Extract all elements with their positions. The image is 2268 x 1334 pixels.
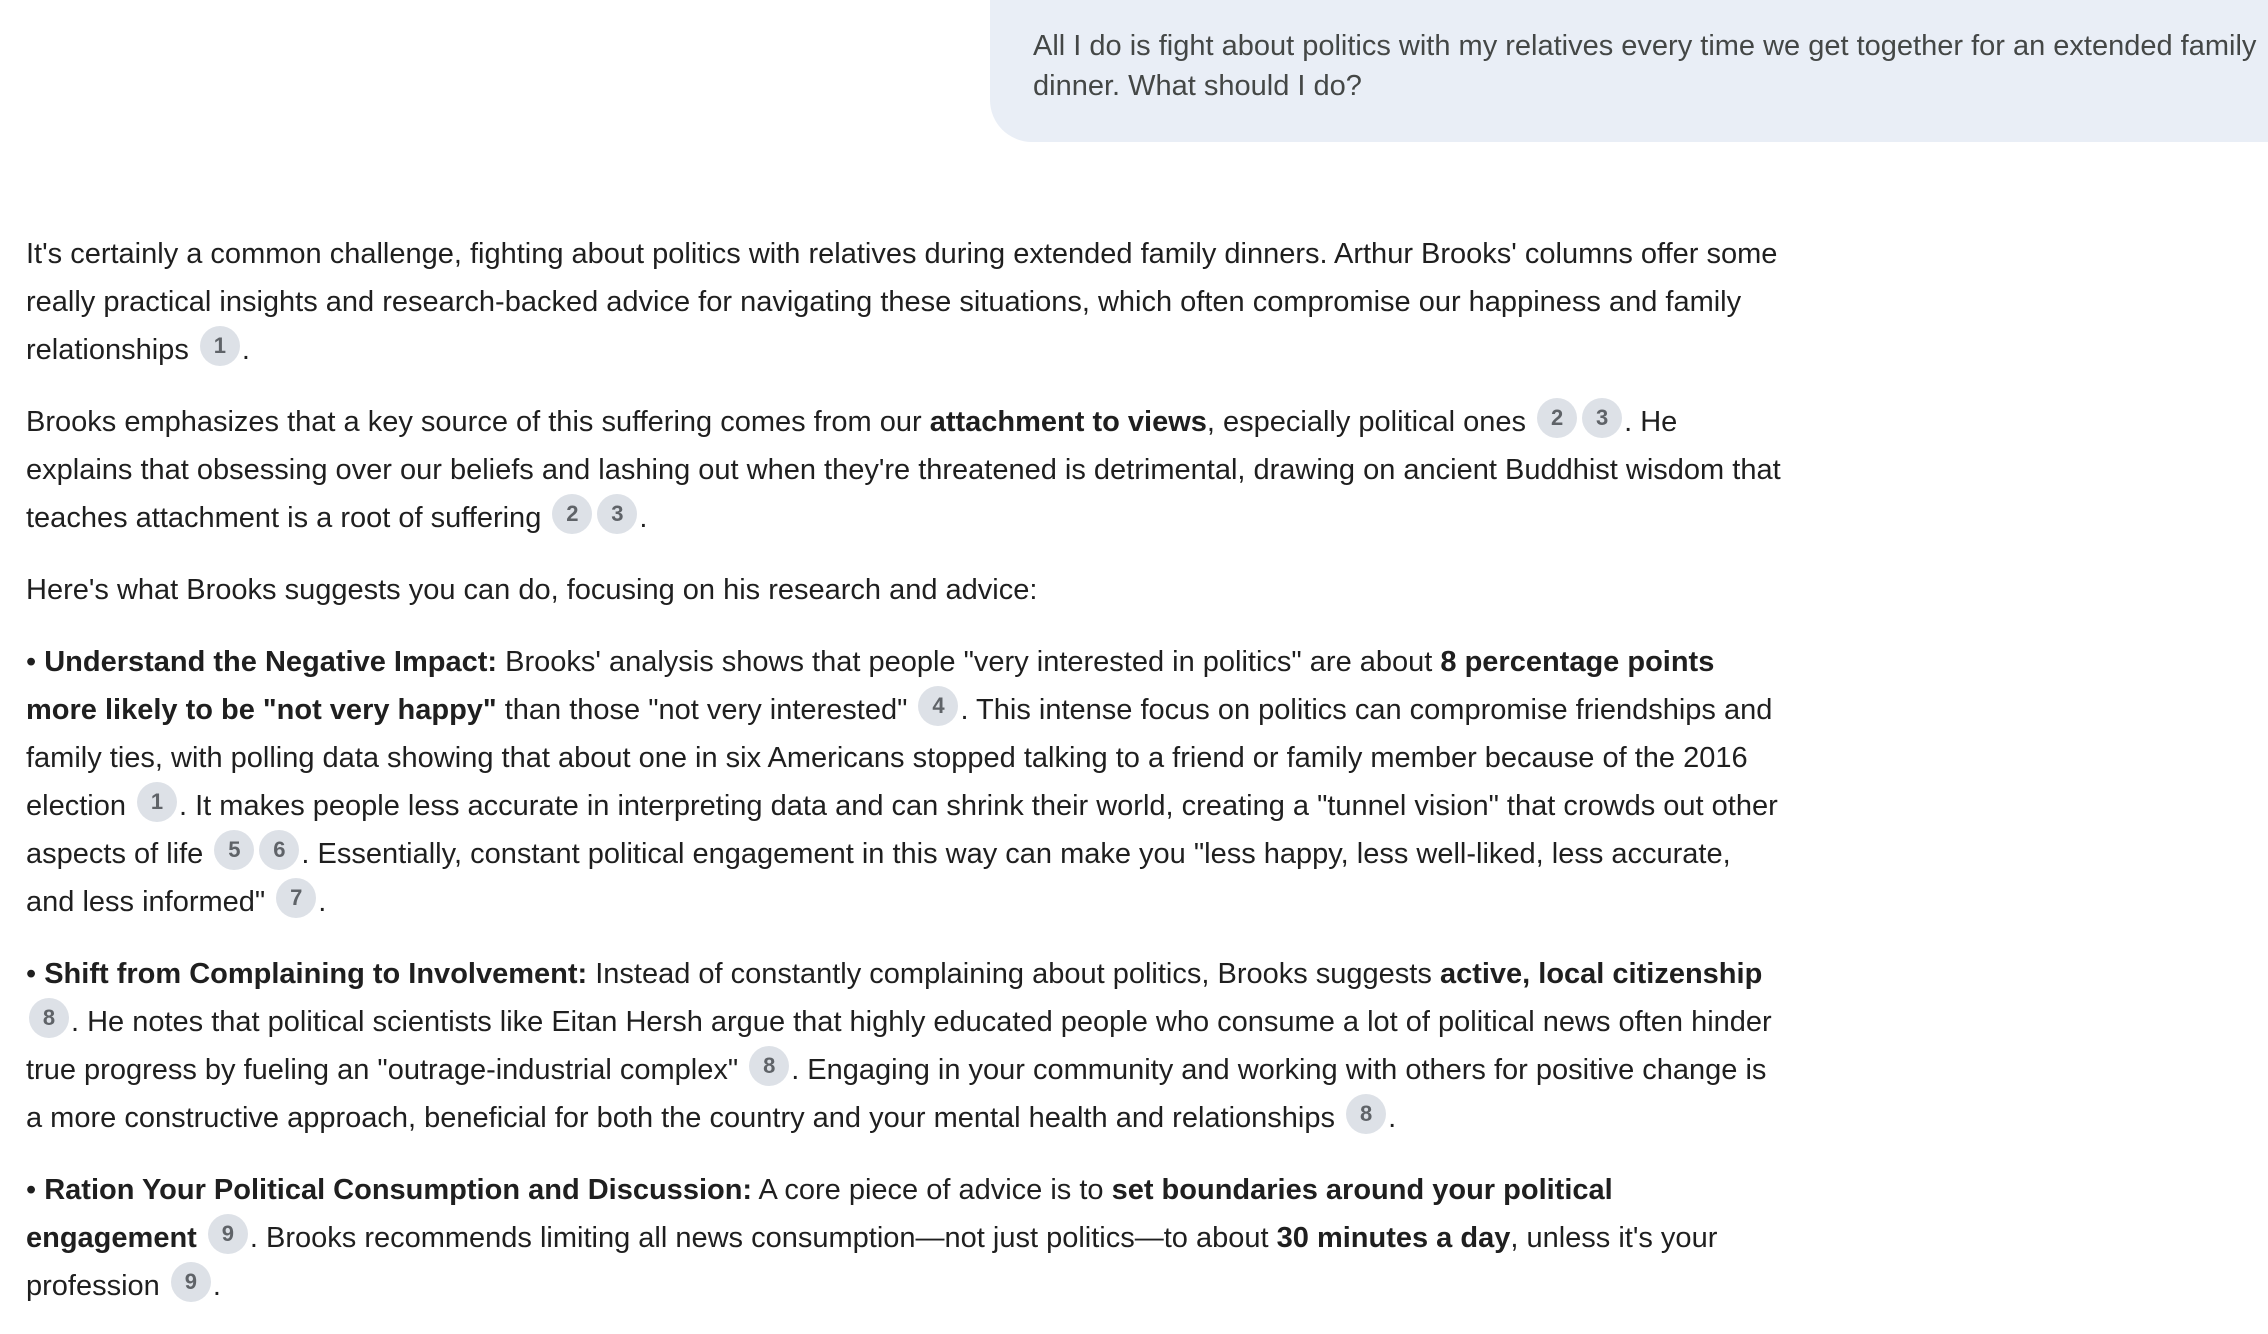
bold-text: 8 percentage points more likely to be "not very happy" (26, 646, 1715, 726)
response-paragraph (26, 230, 1786, 374)
text-span: , especially political ones (1206, 406, 1535, 438)
citation-chip[interactable]: 1 (200, 326, 240, 366)
bold-text: attachment to views (929, 406, 1207, 438)
bold-text: Understand the Negative Impact: (44, 646, 498, 678)
citation-chip[interactable]: 7 (276, 878, 316, 918)
response-paragraph (26, 638, 1786, 926)
response-paragraph (26, 950, 1786, 1142)
bold-text: active, local citizenship (1439, 958, 1763, 990)
text-span: . He notes that political scientists like Eitan Hersh argue that highly educated people who consume a lot of political news often hinder true progress by fueling an "outrage-industrial complex" (26, 1006, 1772, 1086)
bold-text: Ration Your Political Consumption and Discussion: (44, 1174, 753, 1206)
citation-chip[interactable]: 3 (1582, 398, 1622, 438)
text-span: It's certainly a common challenge, fighting about politics with relatives during extended family dinners. Arthur Brooks' columns offer some really practical insights and research-backed advice for navigating these situations, which often compromise our happiness and family relationships (26, 238, 1778, 366)
text-span: . (241, 334, 250, 366)
citation-chip[interactable]: 3 (597, 494, 637, 534)
citation-chip[interactable]: 4 (918, 686, 958, 726)
user-message-text: All I do is fight about politics with my relatives every time we get together for an extended family dinner. What should I do? (1033, 30, 2265, 102)
citation-chip[interactable]: 8 (1346, 1094, 1386, 1134)
response-paragraph (26, 1166, 1786, 1310)
bold-text: set boundaries around your political engagement (26, 1174, 1613, 1254)
citation-chip[interactable]: 8 (749, 1046, 789, 1086)
text-span: . (639, 502, 648, 534)
text-span: A core piece of advice is to (752, 1174, 1112, 1206)
citation-chip[interactable]: 1 (137, 782, 177, 822)
assistant-response (26, 230, 1786, 1334)
bold-text: 30 minutes a day (1276, 1222, 1511, 1254)
text-span: . It makes people less accurate in interpreting data and can shrink their world, creating a "tunnel vision" that crowds out other aspects of life (26, 790, 1778, 870)
text-span: , unless it's your profession (26, 1222, 1718, 1302)
text-span: Brooks emphasizes that a key source of this suffering comes from our (26, 406, 930, 438)
response-paragraph (26, 398, 1786, 542)
text-span: . (1388, 1102, 1397, 1134)
text-span: • (26, 1174, 45, 1206)
citation-chip[interactable]: 2 (1537, 398, 1577, 438)
citation-chip[interactable]: 2 (552, 494, 592, 534)
citation-chip[interactable]: 9 (208, 1214, 248, 1254)
user-message-bubble (990, 0, 2268, 142)
text-span: . Engaging in your community and working with others for positive change is a more constructive approach, beneficial for both the country and your mental health and relationships (26, 1054, 1767, 1134)
citation-chip[interactable]: 9 (171, 1262, 211, 1302)
text-span: Brooks' analysis shows that people "very interested in politics" are about (497, 646, 1441, 678)
citation-chip[interactable]: 5 (214, 830, 254, 870)
text-span: . Essentially, constant political engagement in this way can make you "less happy, less well-liked, less accurate, and less informed" (26, 838, 1731, 918)
text-span: Instead of constantly complaining about politics, Brooks suggests (587, 958, 1440, 990)
text-span: than those "not very interested" (496, 694, 916, 726)
text-span: • (26, 646, 45, 678)
text-span: . Brooks recommends limiting all news consumption—not just politics—to about (249, 1222, 1277, 1254)
text-span: . (212, 1270, 221, 1302)
text-span: . This intense focus on politics can compromise friendships and family ties, with polling data showing that about one in six Americans stopped talking to a friend or family member because of the 2016 election (26, 694, 1773, 822)
text-span: Here's what Brooks suggests you can do, focusing on his research and advice: (26, 574, 1038, 606)
bold-text: Shift from Complaining to Involvement: (44, 958, 588, 990)
text-span (197, 1222, 205, 1254)
text-span: . He explains that obsessing over our beliefs and lashing out when they're threatened is detrimental, drawing on ancient Buddhist wisdom that teaches attachment is a root of suffering (26, 406, 1781, 534)
text-span: • (26, 958, 45, 990)
text-span: . (318, 886, 327, 918)
response-paragraph (26, 566, 1786, 614)
citation-chip[interactable]: 6 (259, 830, 299, 870)
citation-chip[interactable]: 8 (29, 998, 69, 1038)
